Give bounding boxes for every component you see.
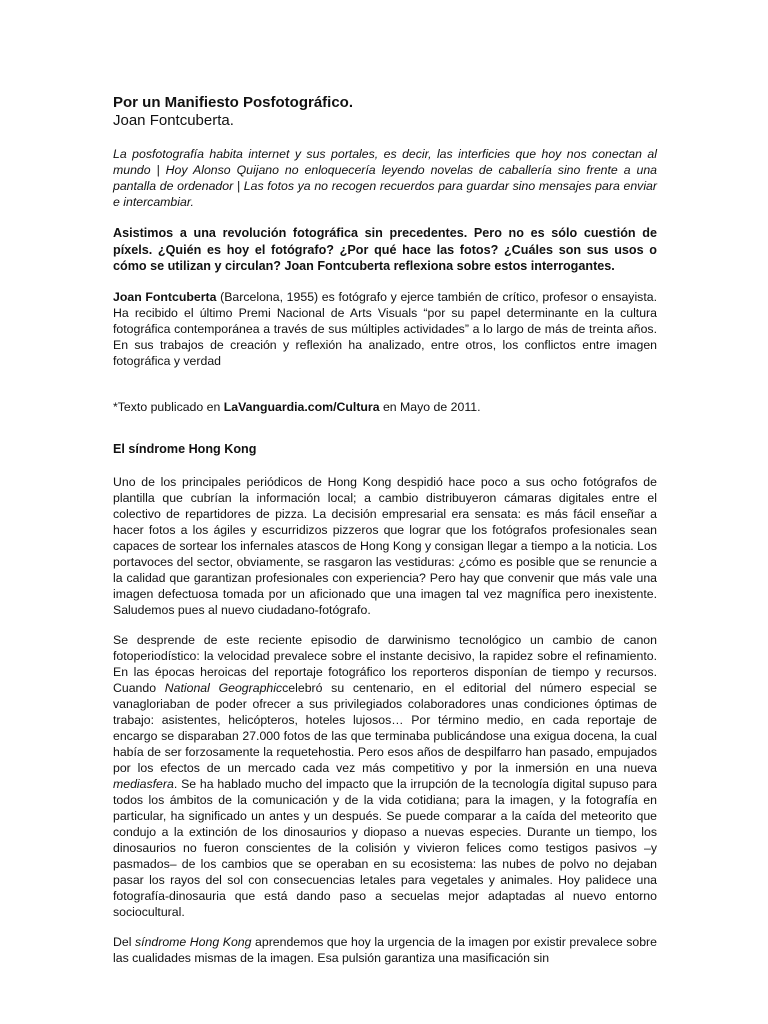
paragraph-2-part-3: . Se ha hablado mucho del impacto que la irrupción de la tecnología digital supuso para todos los ámbitos de la comunicación y de la vida cotidiana; para la imagen, y la fotografía en particular, ha significado un antes y un después. Se puede comparar a la caída del meteorito que condujo a la extinción de los dinosaurios y diopaso a nuevas especies. Durante un tiempo, los dinosaurios no fueron conscientes de la colisión y vivieron felices como testigos pasivos –y pasmados– de los cambios que se operaban en su ecosistema: las nubes de polvo no dejaban pasar los rayos del sol con consecuencias letales para vegetales y animales. Hoy palidece una fotografía-dinosauria que está dando paso a secuelas mejor adaptadas al nuevo entorno sociocultural. bbox=[113, 776, 657, 919]
publication-note-suffix: en Mayo de 2011. bbox=[379, 399, 481, 414]
paragraph-3-part-2: aprendemos que hoy la urgencia de la imagen por existir prevalece sobre las cualidades mismas de la imagen. Esa pulsión garantiza una masificación sin bbox=[113, 934, 657, 965]
body-paragraph-3 bbox=[113, 934, 657, 966]
paragraph-2-italic-2: mediasfera bbox=[113, 776, 174, 791]
paragraph-3-part-1: Del bbox=[113, 934, 135, 949]
paragraph-2-part-1: Se desprende de este reciente episodio de darwinismo tecnológico un cambio de canon fotoperiodístico: la velocidad prevalece sobre el instante decisivo, la rapidez sobre el refinamiento. En las épocas heroicas del reportaje fotográfico los reporteros disponían de tiempo y recursos. Cuando bbox=[113, 632, 657, 695]
section-heading: El síndrome Hong Kong bbox=[113, 441, 257, 456]
body-paragraph-1: Uno de los principales periódicos de Hong Kong despidió hace poco a sus ocho fotógrafos de plantilla que cubrían la información local; a cambio distribuyeron cámaras digitales entre el colectivo de repartidores de pizza. La decisión empresarial era sensata: es más fácil enseñar a hacer fotos a los ágiles y escurridizos pizzeros que lograr que los fotógrafos profesionales sean capaces de sortear los infernales atascos de Hong Kong y consigan llegar a tiempo a la noticia. Los portavoces del sector, obviamente, se rasgaron las vestiduras: ¿cómo es posible que se renuncie a la calidad que garantizan profesionales con experiencia? Pero hay que convenir que más vale una imagen defectuosa tomada por un aficionado que una imagen tal vez magnífica pero inexistente. Saludemos pues al nuevo ciudadano-fotógrafo. bbox=[113, 474, 657, 617]
lead-paragraph: Asistimos a una revolución fotográfica sin precedentes. Pero no es sólo cuestión de píxels. ¿Quién es hoy el fotógrafo? ¿Por qué hace las fotos? ¿Cuáles son sus usos o cómo se utilizan y circulan? Joan Fontcuberta reflexiona sobre estos interrogantes. bbox=[113, 226, 657, 273]
paragraph-3-italic-1: síndrome Hong Kong bbox=[135, 934, 252, 949]
document-page bbox=[113, 90, 657, 966]
author-bio-text: (Barcelona, 1955) es fotógrafo y ejerce también de crítico, profesor o ensayista. Ha recibido el último Premi Nacional de Arts Visuals “por su papel determinante en la cultura fotográfica contemporánea a través de sus múltiples actividades” a lo largo de más de treinta años. En sus trabajos de creación y reflexión ha analizado, entre otros, los conflictos entre imagen fotográfica y verdad bbox=[113, 289, 658, 368]
author-bio bbox=[113, 289, 657, 369]
abstract: La posfotografía habita internet y sus portales, es decir, las interficies que hoy nos conectan al mundo | Hoy Alonso Quijano no enloquecería leyendo novelas de caballería sino frente a una pantalla de ordenador | Las fotos ya no recogen recuerdos para guardar sino mensajes para enviar e intercambiar. bbox=[113, 147, 657, 209]
publication-note-prefix: *Texto publicado en bbox=[113, 399, 224, 414]
document-title: Por un Manifiesto Posfotográfico. bbox=[113, 94, 354, 111]
author-bio-name: Joan Fontcuberta bbox=[113, 289, 217, 304]
publication-source: LaVanguardia.com/Cultura bbox=[223, 399, 380, 414]
publication-note bbox=[113, 399, 657, 415]
paragraph-2-italic-1: National Geographic bbox=[164, 680, 283, 695]
document-author: Joan Fontcuberta. bbox=[113, 112, 234, 129]
body-paragraph-2 bbox=[113, 632, 657, 920]
paragraph-2-part-2: celebró su centenario, en el editorial del número especial se vanagloriaban de poder ofrecer a sus privilegiados colaboradores unas condiciones óptimas de trabajo: asistentes, helicópteros, hoteles lujosos… Por término medio, en cada reportaje de encargo se disparaban 27.000 fotos de las que terminaba publicándose una exigua docena, la cual había de ser forzosamente la requetehostia. Pero esos años de despilfarro han pasado, empujados por los efectos de un mercado cada vez más competitivo y por la inmersión en una nueva bbox=[113, 680, 658, 775]
